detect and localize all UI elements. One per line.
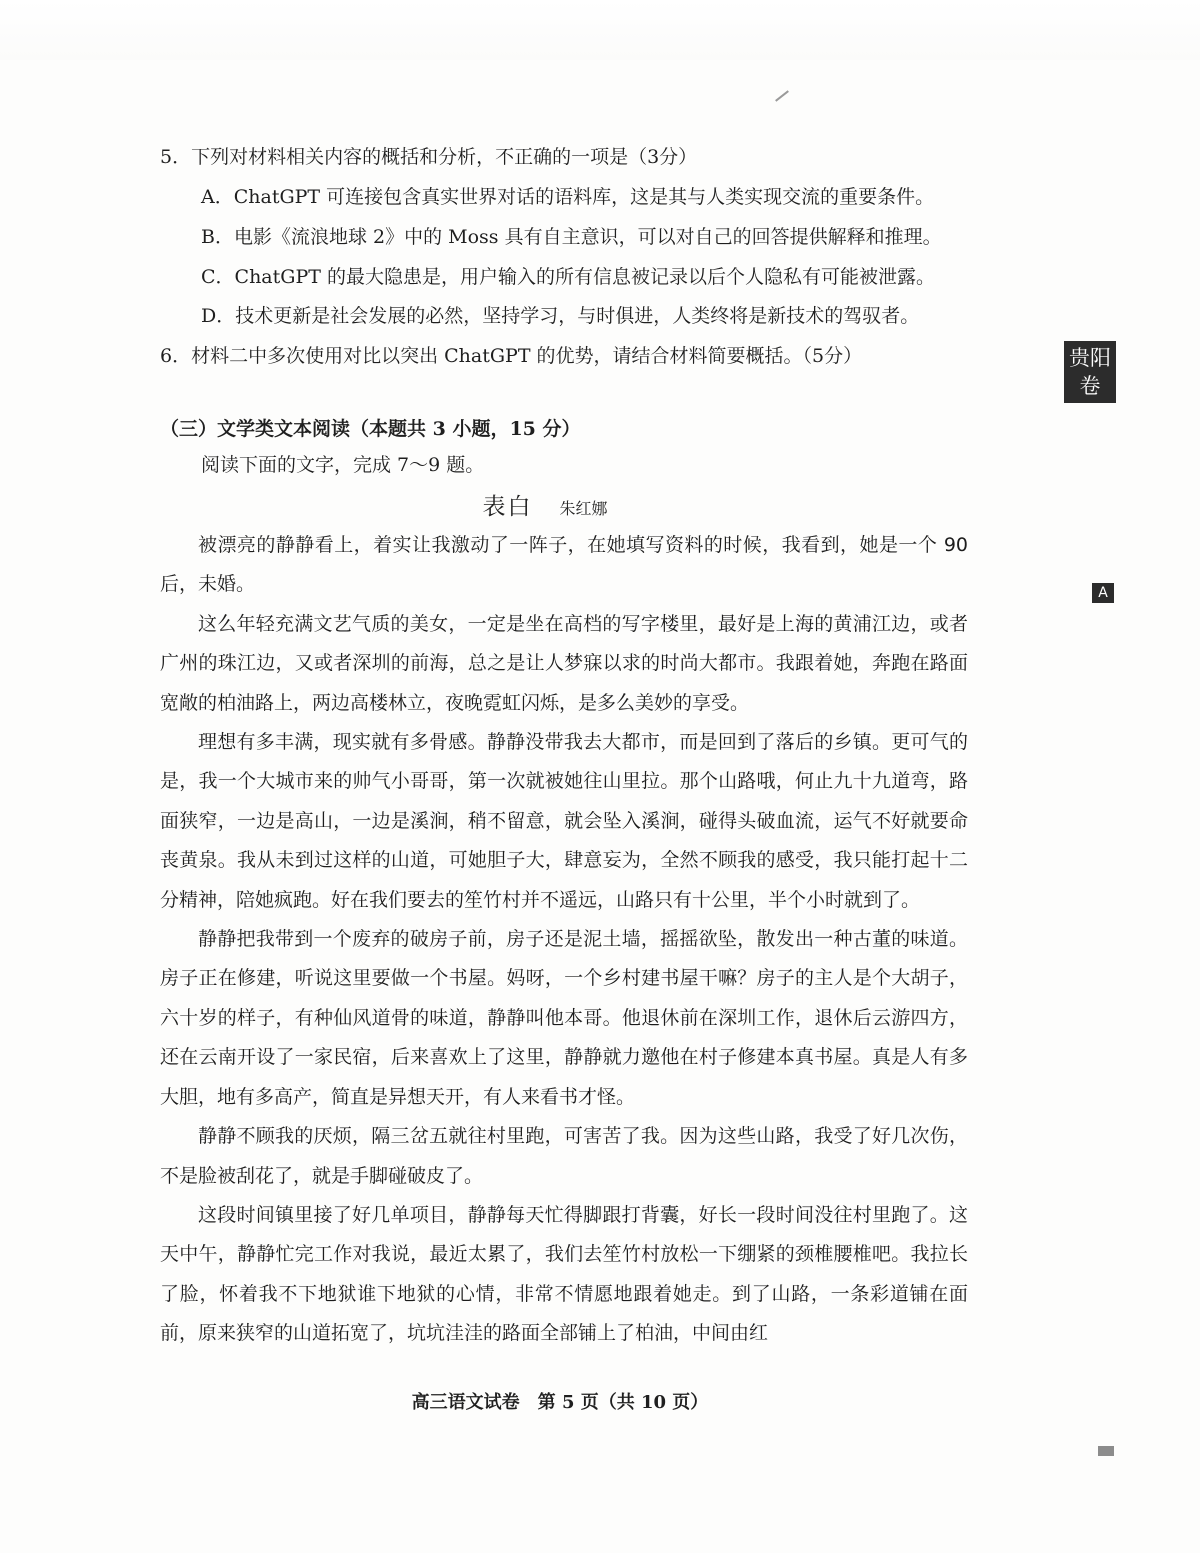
- question-6-stem: 6．材料二中多次使用对比以突出 ChatGPT 的优势，请结合材料简要概括。（5分）: [160, 345, 863, 367]
- story-paragraph: 理想有多丰满，现实就有多骨感。静静没带我去大都市，而是回到了落后的乡镇。更可气的是，我一个大城市来的帅气小哥哥，第一次就被她往山里拉。那个山路哦，何止九十九道弯，路面狭窄，一边是高山，一边是溪涧，稍不留意，就会坠入溪涧，碰得头破血流，运气不好就要命丧黄泉。我从未到过这样的山道，可她胆子大，肆意妄为，全然不顾我的感受，我只能打起十二分精神，陪她疯跑。好在我们要去的笙竹村并不遥远，山路只有十公里，半个小时就到了。: [160, 731, 968, 911]
- question-5-stem: 5．下列对材料相关内容的概括和分析，不正确的一项是（3分）: [160, 146, 698, 168]
- story-paragraph: 这么年轻充满文艺气质的美女，一定是坐在高档的写字楼里，最好是上海的黄浦江边，或者广州的珠江边，又或者深圳的前海，总之是让人梦寐以求的时尚大都市。我跟着她，奔跑在路面宽敞的柏油路上，两边高楼林立，夜晚霓虹闪烁，是多么美妙的享受。: [160, 612, 968, 714]
- question-5-option-b: B．电影《流浪地球 2》中的 Moss 具有自主意识，可以对自己的回答提供解释和推理。: [201, 226, 942, 248]
- story-author: 朱红娜: [559, 499, 608, 518]
- story-paragraph: 静静把我带到一个废弃的破房子前，房子还是泥土墙，摇摇欲坠，散发出一种古董的味道。房子正在修建，听说这里要做一个书屋。妈呀，一个乡村建书屋干嘛？房子的主人是个大胡子，六十岁的样子，有种仙风道骨的味道，静静叫他本哥。他退休前在深圳工作，退休后云游四方，还在云南开设了一家民宿，后来喜欢上了这里，静静就力邀他在村子修建本真书屋。真是人有多大胆，地有多高产，简直是异想天开，有人来看书才怪。: [160, 928, 968, 1108]
- story-body: [160, 526, 968, 1354]
- region-tab: [1064, 341, 1116, 403]
- section-3-heading: （三）文学类文本阅读（本题共 3 小题，15 分）: [160, 418, 581, 440]
- story-paragraph: 这段时间镇里接了好几单项目，静静每天忙得脚跟打背囊，好长一段时间没往村里跑了。这天中午，静静忙完工作对我说，最近太累了，我们去笙竹村放松一下绷紧的颈椎腰椎吧。我拉长了脸，怀着我不下地狱谁下地狱的心情，非常不情愿地跟着她走。到了山路，一条彩道铺在面前，原来狭窄的山道拓宽了，坑坑洼洼的路面全部铺上了柏油，中间由红: [160, 1203, 968, 1345]
- scan-smudge: [775, 90, 789, 101]
- version-mark: A: [1092, 583, 1114, 603]
- question-5-option-d: D．技术更新是社会发展的必然，坚持学习，与时俱进，人类终将是新技术的驾驭者。: [201, 305, 920, 327]
- scan-border: [0, 0, 1200, 60]
- story-paragraph: 被漂亮的静静看上，着实让我激动了一阵子，在她填写资料的时候，我看到，她是一个 90 后，未婚。: [160, 534, 968, 596]
- story-title-row: [0, 488, 1090, 521]
- region-tab-line1: 贵阳: [1069, 346, 1111, 370]
- story-paragraph: 静静不顾我的厌烦，隔三岔五就往村里跑，可害苦了我。因为这些山路，我受了好几次伤，不是脸被刮花了，就是手脚碰破皮了。: [160, 1125, 968, 1187]
- question-5-option-a: A．ChatGPT 可连接包含真实世界对话的语料库，这是其与人类实现交流的重要条件。: [201, 186, 935, 208]
- section-3-instruction: 阅读下面的文字，完成 7～9 题。: [201, 454, 485, 476]
- page-footer: 高三语文试卷 第 5 页（共 10 页）: [411, 1392, 709, 1413]
- scan-mark: [1098, 1446, 1114, 1456]
- region-tab-line2: 卷: [1079, 374, 1101, 398]
- question-5-option-c: C．ChatGPT 的最大隐患是，用户输入的所有信息被记录以后个人隐私有可能被泄露。: [201, 266, 935, 288]
- story-title: 表白: [482, 494, 533, 520]
